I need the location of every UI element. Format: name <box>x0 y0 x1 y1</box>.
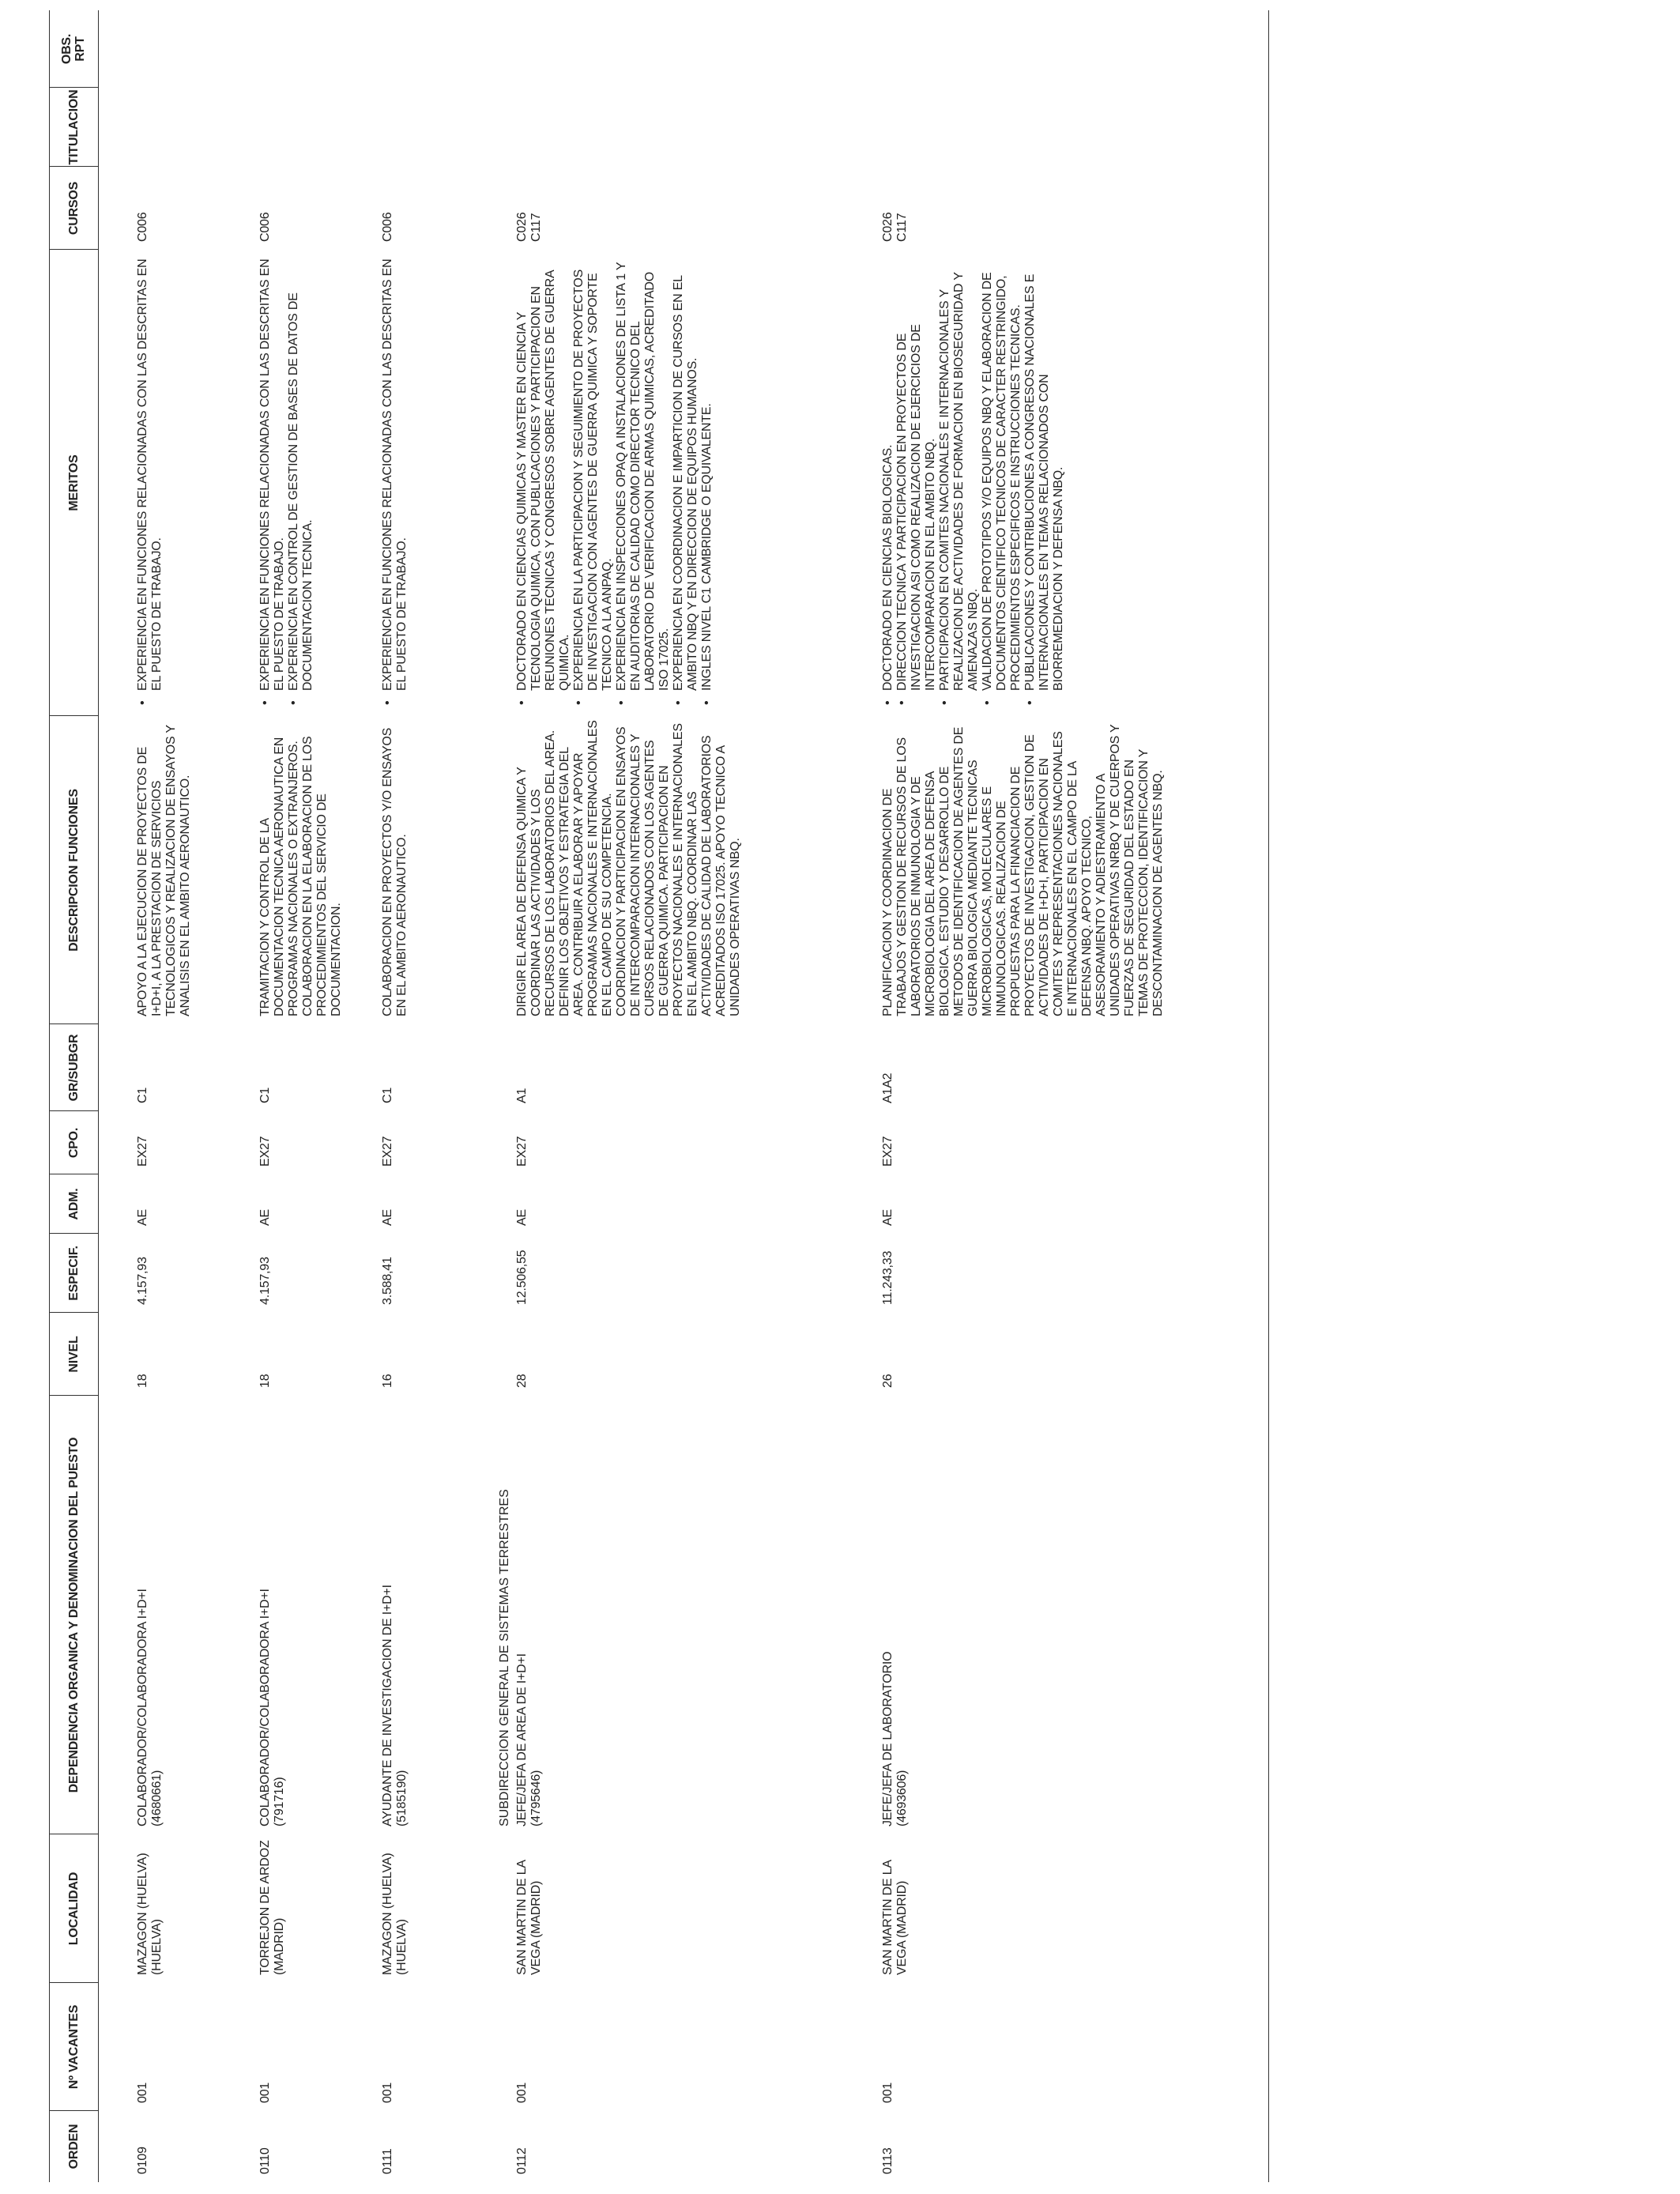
header-titulacion: TITULACION <box>66 89 81 165</box>
merito-item: • DOCTORADO EN CIENCIAS QUIMICAS Y MASTER EN CIENCIA Y TECNOLOGIA QUIMICA, CON PUBLICACIONES Y PARTICIPACION EN REUNIONES TECNICAS Y CONGRESOS SOBRE AGENTES DE GUERRA QUIMICA. <box>515 254 572 691</box>
cell-descripcion: APOYO A LA EJECUCION DE PROYECTOS DE I+D+I, A LA PRESTACION DE SERVICIOS TECNOLOGICOS Y REALIZACION DE ENSAYOS Y ANALISIS EN EL AMBITO AERONAUTICO. <box>136 725 192 1016</box>
cell-nivel: 18 <box>136 1374 149 1388</box>
cell-descripcion: COLABORACION EN PROYECTOS Y/O ENSAYOS EN EL AMBITO AERONAUTICO. <box>381 727 409 1016</box>
header-orden: ORDEN <box>66 2124 81 2169</box>
cell-especif: 4.157,93 <box>258 1257 272 1305</box>
curso-code: C117 <box>529 213 543 242</box>
cell-meritos <box>136 254 164 708</box>
cell-orden: 0110 <box>258 2147 272 2174</box>
cell-cpo: EX27 <box>136 1136 149 1167</box>
cell-localidad: SAN MARTIN DE LA VEGA (MADRID) <box>881 1860 909 1975</box>
meritos-list <box>381 254 409 708</box>
cell-nivel: 18 <box>258 1374 272 1388</box>
cell-grsubgr: C1 <box>136 1087 149 1103</box>
cell-dependencia <box>515 1400 544 1826</box>
cell-nivel: 26 <box>881 1374 895 1388</box>
meritos-list <box>515 254 714 708</box>
puesto-denominacion: JEFE/JEFA DE AREA DE I+D+I <box>515 1653 529 1826</box>
header-bottom-border <box>98 10 99 2182</box>
cell-cpo: EX27 <box>258 1136 272 1167</box>
meritos-list <box>258 254 315 708</box>
cell-cursos <box>515 171 544 242</box>
cell-dependencia <box>258 1400 287 1826</box>
cell-grsubgr: C1 <box>258 1087 272 1103</box>
meritos-list <box>136 254 164 708</box>
section-label: SUBDIRECCION GENERAL DE SISTEMAS TERRESTRES <box>498 1489 511 1826</box>
puesto-codigo: (791716) <box>273 1777 286 1826</box>
merito-item: • EXPERIENCIA EN LA PARTICIPACION Y SEGUIMIENTO DE PROYECTOS DE INVESTIGACION CON AGENTES DE GUERRA QUIMICA Y SOPORTE TECNICO A LA ANPAQ. <box>572 254 615 691</box>
table-bottom-border <box>1268 10 1269 2182</box>
cell-descripcion: TRAMITACION Y CONTROL DE LA DOCUMENTACION TECNICA AERONAUTICA EN PROGRAMAS NACIONALES O EXTRANJEROS. COLABORACION EN LA ELABORACION DE LOS PROCEDIMIENTOS DEL SERVICIO DE DOCUMENTACION. <box>258 736 343 1016</box>
puesto-codigo: (5185190) <box>395 1770 409 1826</box>
merito-item: • VALIDACION DE PROTOTIPOS Y/O EQUIPOS NBQ Y ELABORACION DE DOCUMENTOS CIENTIFICO TECNICOS DE CARACTER RESTRINGIDO, PROCEDIMIENTOS ESPECIFICOS E INSTRUCCIONES TECNICAS. <box>981 254 1023 691</box>
cell-dependencia <box>381 1400 409 1826</box>
puesto-denominacion: JEFE/JEFA DE LABORATORIO <box>881 1651 895 1826</box>
header-meritos: MERITOS <box>66 454 81 511</box>
cell-meritos <box>515 254 714 708</box>
header-grsubgr: GR/SUBGR <box>66 1034 81 1102</box>
cell-adm: AE <box>515 1209 529 1226</box>
header-especif: ESPECIF. <box>66 1246 81 1301</box>
header-nivel: NIVEL <box>66 1336 81 1373</box>
cell-meritos <box>258 254 315 708</box>
curso-code: C006 <box>258 212 272 242</box>
puesto-denominacion: AYUDANTE DE INVESTIGACION DE I+D+I <box>381 1585 394 1826</box>
header-localidad: LOCALIDAD <box>66 1872 81 1946</box>
cell-orden: 0109 <box>136 2147 149 2174</box>
cell-especif: 12.506,55 <box>515 1250 529 1305</box>
cell-cpo: EX27 <box>381 1136 394 1167</box>
cell-vacantes: 001 <box>381 2082 394 2103</box>
cell-cursos <box>881 171 910 242</box>
curso-code: C117 <box>895 213 909 242</box>
meritos-list <box>881 254 1066 708</box>
merito-item: • EXPERIENCIA EN COORDINACION E IMPARTICION DE CURSOS EN EL AMBITO NBQ Y EN DIRECCION DE EQUIPOS HUMANOS. <box>672 254 700 691</box>
cell-meritos <box>381 254 409 708</box>
cell-localidad: MAZAGON (HUELVA) (HUELVA) <box>381 1853 409 1975</box>
header-obs-line2: RPT <box>73 36 87 62</box>
cell-vacantes: 001 <box>258 2082 272 2103</box>
cell-adm: AE <box>136 1209 149 1226</box>
cell-nivel: 28 <box>515 1374 529 1388</box>
header-descripcion: DESCRIPCION FUNCIONES <box>66 789 81 952</box>
puesto-codigo: (4795646) <box>529 1770 543 1826</box>
header-cpo: CPO. <box>66 1127 81 1159</box>
puesto-denominacion: COLABORADOR/COLABORADORA I+D+I <box>136 1589 149 1826</box>
puesto-codigo: (4680661) <box>150 1770 164 1826</box>
header-adm: ADM. <box>66 1188 81 1220</box>
header-cursos: CURSOS <box>66 181 81 236</box>
cell-adm: AE <box>258 1209 272 1226</box>
cell-cursos <box>136 171 150 242</box>
cell-cpo: EX27 <box>881 1136 895 1167</box>
cell-vacantes: 001 <box>515 2082 529 2103</box>
cell-cursos <box>258 171 273 242</box>
cell-cpo: EX27 <box>515 1136 529 1167</box>
curso-code: C026 <box>881 212 895 242</box>
cell-adm: AE <box>881 1209 895 1226</box>
merito-item: • EXPERIENCIA EN CONTROL DE GESTION DE BASES DE DATOS DE DOCUMENTACION TECNICA. <box>287 254 315 691</box>
puesto-codigo: (4693606) <box>895 1770 909 1826</box>
cell-especif: 4.157,93 <box>136 1257 149 1305</box>
cell-vacantes: 001 <box>881 2082 895 2103</box>
curso-code: C006 <box>136 212 149 242</box>
cell-cursos <box>381 171 395 242</box>
cell-grsubgr: A1 <box>515 1088 529 1103</box>
cell-meritos <box>881 254 1066 708</box>
merito-item: • DOCTORADO EN CIENCIAS BIOLOGICAS. <box>881 254 895 691</box>
cell-orden: 0112 <box>515 2147 529 2174</box>
merito-item: • EXPERIENCIA EN INSPECCIONES OPAQ A INSTALACIONES DE LISTA 1 Y EN AUDITORIAS DE CALIDAD COMO DIRECTOR TECNICO DEL LABORATORIO DE VERIFICACION DE ARMAS QUIMICAS, ACREDITADO ISO 17025. <box>615 254 672 691</box>
cell-especif: 11.243,33 <box>881 1250 895 1305</box>
merito-item: • EXPERIENCIA EN FUNCIONES RELACIONADAS CON LAS DESCRITAS EN EL PUESTO DE TRABAJO. <box>258 254 287 691</box>
merito-item: • PARTICIPACION EN COMITES NACIONALES E INTERNACIONALES Y REALIZACION DE ACTIVIDADES DE FORMACION EN BIOSEGURIDAD Y AMENAZAS NBQ. <box>938 254 981 691</box>
curso-code: C026 <box>515 212 529 242</box>
cell-dependencia <box>136 1400 164 1826</box>
rpt-table <box>49 10 1269 2182</box>
header-vacantes: Nº VACANTES <box>66 2004 81 2090</box>
cell-grsubgr: C1 <box>381 1087 394 1103</box>
puesto-denominacion: COLABORADOR/COLABORADORA I+D+I <box>258 1589 272 1826</box>
curso-code: C006 <box>381 212 394 242</box>
merito-item: • DIRECCION TECNICA Y PARTICIPACION EN PROYECTOS DE INVESTIGACION ASI COMO REALIZACION DE EJERCICIOS DE INTERCOMPARACION EN EL AMBITO NBQ. <box>895 254 938 691</box>
cell-grsubgr: A1A2 <box>881 1072 895 1103</box>
header-obs <box>49 10 98 88</box>
cell-adm: AE <box>381 1209 394 1226</box>
cell-vacantes: 001 <box>136 2082 149 2103</box>
header-obs-line1: OBS. <box>60 33 73 65</box>
merito-item: • EXPERIENCIA EN FUNCIONES RELACIONADAS CON LAS DESCRITAS EN EL PUESTO DE TRABAJO. <box>136 254 164 691</box>
cell-especif: 3.588,41 <box>381 1257 394 1305</box>
merito-item: • EXPERIENCIA EN FUNCIONES RELACIONADAS CON LAS DESCRITAS EN EL PUESTO DE TRABAJO. <box>381 254 409 691</box>
cell-descripcion: PLANIFICACION Y COORDINACION DE TRABAJOS Y GESTION DE RECURSOS DE LOS LABORATORIOS DE INMUNOLOGIA Y DE MICROBIOLOGIA DEL AREA DE DEFENSA BIOLOGICA. ESTUDIO Y DESARROLLO DE METODOS DE IDENTIFICACION DE AGENTES DE GUERRA BIOLOGICA MEDIANTE TECNICAS MICROBIOLOGICAS, MOLECULARES E INMUNOLOGICAS. REALIZACION DE PROPUESTAS PARA LA FINANCIACION DE PROYECTOS DE INVESTIGACION, GESTION DE ACTIVIDADES DE I+D+I, PARTICIPACION EN COMITES Y REPRESENTACIONES NACIONALES E INTERNACIONALES EN EL CAMPO DE LA DEFENSA NBQ. APOYO TECNICO, ASESORAMIENTO Y ADIESTRAMIENTO A UNIDADES OPERATIVAS NRBQ Y DE CUERPOS Y FUERZAS DE SEGURIDAD DEL ESTADO EN TEMAS DE PROTECCION, IDENTIFICACION Y DESCONTAMINACION DE AGENTES NBQ. <box>881 724 1165 1016</box>
cell-localidad: SAN MARTIN DE LA VEGA (MADRID) <box>515 1860 543 1975</box>
cell-orden: 0113 <box>881 2147 895 2174</box>
cell-descripcion: DIRIGIR EL AREA DE DEFENSA QUIMICA Y COORDINAR LAS ACTIVIDADES Y LOS RECURSOS DE LOS LABORATORIOS DEL AREA. DEFINIR LOS OBJETIVOS Y ESTRATEGIA DEL AREA. CONTRIBUIR A ELABORAR Y APOYAR PROGRAMAS NACIONALES E INTERNACIONALES EN EL CAMPO DE SU COMPETENCIA. COORDINACION Y PARTICIPACION EN ENSAYOS DE INTERCOMPARACION INTERNACIONALES Y CURSOS RELACIONADOS CON LOS AGENTES DE GUERRA QUIMICA. PARTICIPACION EN PROYECTOS NACIONALES E INTERNACIONALES EN EL AMBITO NBQ. COORDINAR LAS ACTIVIDADES DE CALIDAD DE LABORATORIOS ACREDITADOS ISO 17025. APOYO TECNICO A UNIDADES OPERATIVAS NBQ. <box>515 720 742 1016</box>
merito-item: • PUBLICACIONES Y CONTRIBUCIONES A CONGRESOS NACIONALES E INTERNACIONALES EN TEMAS RELACIONADOS CON BIORREMEDIACION Y DEFENSA NBQ. <box>1023 254 1066 691</box>
merito-item: • INGLES NIVEL C1 CAMBRIDGE O EQUIVALENTE. <box>700 254 714 691</box>
header-dependencia: DEPENDENCIA ORGANICA Y DENOMINACION DEL PUESTO <box>66 1437 81 1793</box>
cell-orden: 0111 <box>381 2148 394 2174</box>
cell-nivel: 16 <box>381 1374 394 1388</box>
cell-dependencia <box>881 1400 910 1826</box>
cell-localidad: TORREJON DE ARDOZ (MADRID) <box>258 1840 286 1975</box>
cell-localidad: MAZAGON (HUELVA) (HUELVA) <box>136 1853 164 1975</box>
